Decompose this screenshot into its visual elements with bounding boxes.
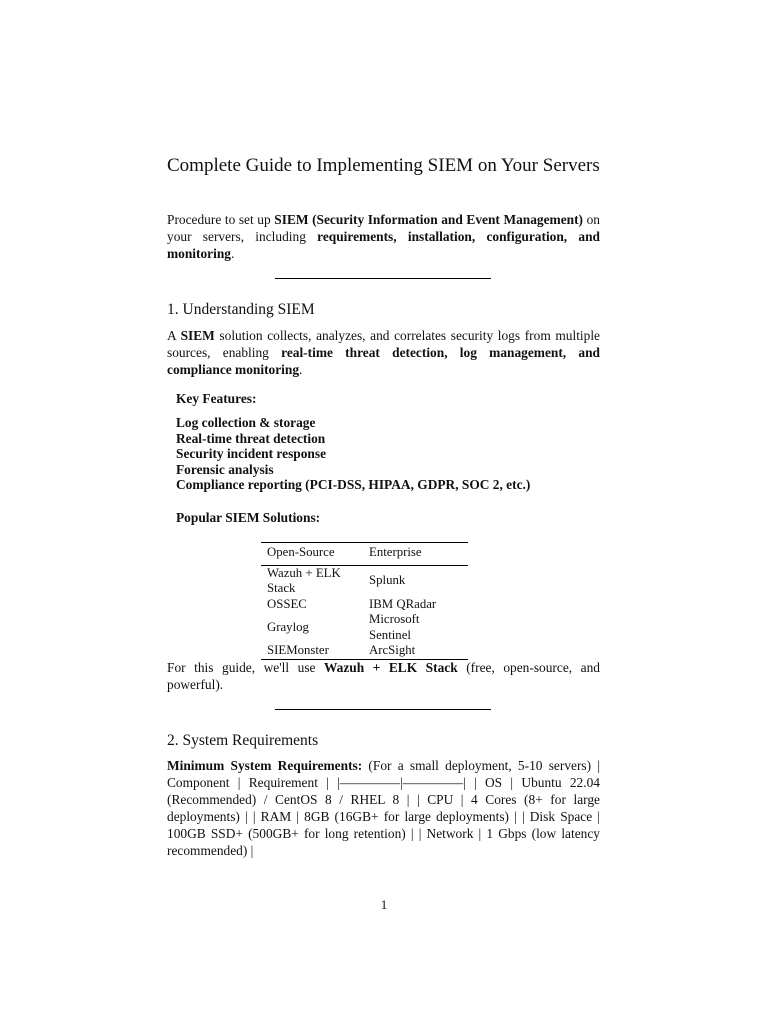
guide-choice-paragraph [167, 659, 600, 693]
intro-text-1: Procedure to set up [167, 212, 275, 227]
min-requirements-text: (For a small deployment, 5-10 servers) | Component | Requirement | |————–|————–| | OS | Ubuntu 22.04 (Recommended) / CentOS 8 / RHEL 8 | | CPU | 4 Cores (8+ for large deployments) | | RAM | 8GB (16GB+ for large deployments) | | Disk Space | 100GB SSD+ (500GB+ for long retention) | | Network | 1 Gbps (low latency recommended) | [167, 758, 601, 858]
table-cell: IBM QRadar [369, 596, 437, 611]
guide-bold-stack: Wazuh + ELK Stack [324, 660, 458, 675]
intro-bold-siem: SIEM (Security Information and Event Management) [274, 212, 584, 227]
section1-heading: 1. Understanding SIEM [167, 301, 315, 318]
document-title: Complete Guide to Implementing SIEM on Your Servers [167, 155, 600, 176]
table-cell: Microsoft Sentinel [369, 612, 420, 642]
section1-paragraph [167, 327, 600, 378]
table-row [261, 597, 468, 613]
section2-heading: 2. System Requirements [167, 732, 319, 749]
table-cell: OSSEC [267, 596, 307, 611]
intro-text-2: on your servers, including [167, 212, 600, 244]
table-header-enterprise: Enterprise [363, 543, 468, 566]
table-row [261, 643, 468, 659]
table-header-open-source: Open-Source [261, 543, 363, 566]
popular-solutions-label: Popular SIEM Solutions: [176, 510, 321, 525]
s1-text-3: . [299, 362, 303, 377]
page-number: 1 [380, 897, 388, 912]
feature-item: Compliance reporting (PCI-DSS, HIPAA, GDPR, SOC 2, etc.) [176, 477, 531, 492]
feature-item: Real-time threat detection [176, 430, 326, 446]
intro-text-3: . [230, 246, 235, 261]
features-list [176, 415, 616, 493]
key-features-label: Key Features: [176, 391, 257, 406]
table-cell: Wazuh + ELK Stack [261, 565, 363, 597]
feature-item: Security incident response [176, 446, 327, 461]
table-row [261, 612, 468, 643]
s1-bold-siem: SIEM [180, 328, 215, 343]
requirements-paragraph [167, 757, 600, 859]
table-row [261, 565, 468, 597]
min-requirements-label: Minimum System Requirements: [167, 758, 363, 773]
divider-1 [275, 278, 491, 279]
siem-solutions-table [261, 542, 468, 660]
intro-bold-scope: requirements, installation, configuration, and monitoring [167, 229, 600, 261]
divider-2 [275, 709, 491, 710]
s1-text-1: A [167, 328, 181, 343]
s1-bold-capabilities: real-time threat detection, log management, and compliance monitoring [167, 345, 600, 377]
table-header-row [261, 543, 468, 566]
feature-item: Forensic analysis [176, 461, 274, 477]
s1-text-2: solution collects, analyzes, and correlates security logs from multiple sources, enabling [167, 328, 601, 360]
feature-item: Log collection & storage [176, 415, 316, 430]
table-cell: SIEMonster [261, 643, 363, 659]
intro-paragraph [167, 211, 600, 262]
table-cell: ArcSight [363, 643, 468, 659]
table-cell: Graylog [267, 619, 309, 634]
guide-text-1: For this guide, we'll use [167, 660, 324, 675]
table-cell: Splunk [363, 565, 468, 597]
guide-text-2: (free, open-source, and powerful). [167, 660, 600, 692]
